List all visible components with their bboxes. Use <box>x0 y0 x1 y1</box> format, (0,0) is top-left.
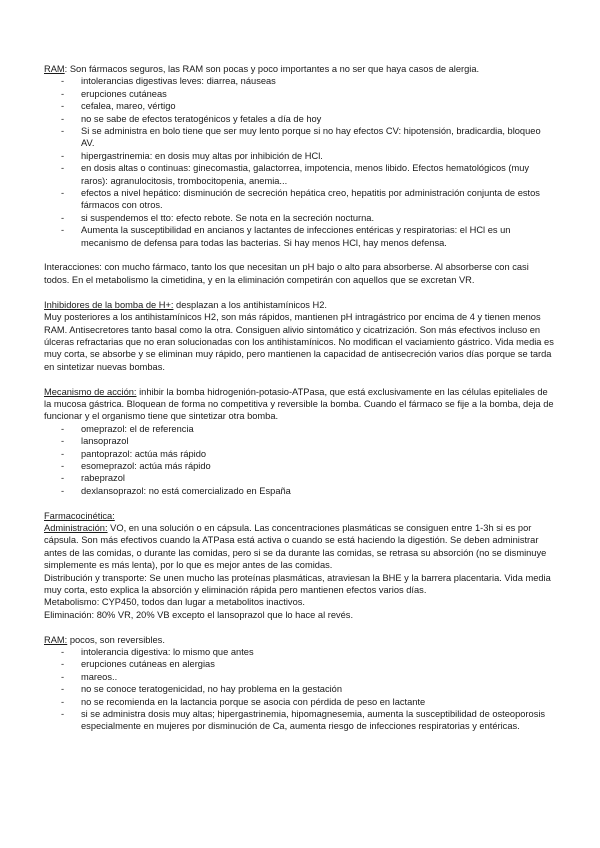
document-body <box>44 63 554 733</box>
eliminacion-paragraph: Eliminación: 80% VR, 20% VB excepto el lansoprazol que lo hace al revés. <box>44 609 354 620</box>
ram-intro <box>44 63 554 75</box>
list-item: - rabeprazol <box>44 472 554 484</box>
list-item: - Aumenta la susceptibilidad en ancianos y lactantes de infecciones entéricas y respiratorias: el HCl es un mecanismo de defensa para todas las bacterias. Si hay menos HCl, hay menos defensa. <box>44 224 554 249</box>
list-item: - erupciones cutáneas en alergias <box>44 658 554 670</box>
mecanismo-paragraph <box>44 386 554 423</box>
inhibidores-heading-rest: desplazan a los antihistamínicos H2. <box>173 299 327 310</box>
list-item: - intolerancias digestivas leves: diarrea, náuseas <box>44 75 554 87</box>
metabolismo-paragraph: Metabolismo: CYP450, todos dan lugar a metabolitos inactivos. <box>44 597 305 608</box>
ram2-intro-text: pocos, son reversibles. <box>67 634 165 645</box>
ram-list <box>44 75 554 249</box>
list-item: - pantoprazol: actúa más rápido <box>44 448 554 460</box>
administracion-paragraph <box>44 522 554 572</box>
list-item: - erupciones cutáneas <box>44 88 554 100</box>
administracion-label: Administración: <box>44 522 108 533</box>
list-item: - efectos a nivel hepático: disminución de secreción hepática creo, hepatitis por administración conjunta de estos fármacos con otros. <box>44 187 554 212</box>
list-item: - no se sabe de efectos teratogénicos y fetales a día de hoy <box>44 113 554 125</box>
list-item: - esomeprazol: actúa más rápido <box>44 460 554 472</box>
ram2-intro <box>44 634 554 646</box>
farmacocinetica-heading: Farmacocinética: <box>44 510 115 521</box>
mecanismo-text: inhibir la bomba hidrogenión-potasio-ATPasa, que está exclusivamente en las células epiteliales de la mucosa gástrica. Bloquean de forma no competitiva y reversible la bomba. Cuando el fármaco se fije a la bomba, deja de funcionar y el organismo tiene que sintetizar otra bomba. <box>44 386 554 422</box>
inhibidores-paragraph: Muy posteriores a los antihistamínicos H2, son más rápidos, mantienen pH intragástrico por encima de 4 y tienen menos RAM. Antisecretores tanto basal como la otra. Consiguen alivio sintomático y cicatrización. Son más efectivos incluso en úlceras refractarias que no eran solucionadas con los antihistamínicos. No modifican el vaciamiento gástrico. Vida media es muy corta, se absorbe y se eliminan muy rápido, pero mantienen la capacidad de antisecreción varios días porque se tarda en sintetizar nuevas bombas. <box>44 312 554 372</box>
list-item: - no se recomienda en la lactancia porque se asocia con pérdida de peso en lactante <box>44 696 554 708</box>
ram-intro-text: : Son fármacos seguros, las RAM son pocas y poco importantes a no ser que haya casos de alergia. <box>64 64 480 74</box>
interacciones-paragraph: Interacciones: con mucho fármaco, tanto los que necesitan un pH bajo o alto para absorberse. Al absorberse con casi todos. En el metabolismo la cimetidina, y en la eliminación competirán con aquellos que se excretan VR. <box>44 262 529 285</box>
distribucion-paragraph: Distribución y transporte: Se unen mucho las proteínas plasmáticas, atraviesan la BHE y la barrera placentaria. Vida media muy corta, esto explica la absorción y eliminación rápida pero mantienen efectos varios días. <box>44 572 551 595</box>
list-item: - intolerancia digestiva: lo mismo que antes <box>44 646 554 658</box>
inhibidores-heading <box>44 299 554 311</box>
list-item: - omeprazol: el de referencia <box>44 423 554 435</box>
list-item: - dexlansoprazol: no está comercializado en España <box>44 485 554 497</box>
mecanismo-heading: Mecanismo de acción: <box>44 386 137 397</box>
list-item: - cefalea, mareo, vértigo <box>44 100 554 112</box>
drug-list <box>44 423 554 497</box>
list-item: - en dosis altas o continuas: ginecomastia, galactorrea, impotencia, menos libido. Efectos hematológicos (muy raros): agranulocitosis, trombocitopenia, anemia... <box>44 162 554 187</box>
list-item: - si suspendemos el tto: efecto rebote. Se nota en la secreción nocturna. <box>44 212 554 224</box>
administracion-text: VO, en una solución o en cápsula. Las concentraciones plasmáticas se consiguen entre 1-3h si es por cápsula. Son más efectivos cuando la ATPasa está activa o cuando se está haciendo la digestión. Se deben administrar antes de las comidas, o durante las comidas, pero si se da durante las comidas, se retrasa su absorción (no se disminuye simplemente es más lenta), por lo que es mejor antes de las comidas. <box>44 522 547 571</box>
ram2-list <box>44 646 554 733</box>
list-item: - mareos.. <box>44 671 554 683</box>
list-item: - no se conoce teratogenicidad, no hay problema en la gestación <box>44 683 554 695</box>
list-item: - si se administra dosis muy altas; hipergastrinemia, hipomagnesemia, aumenta la susceptibilidad de osteoporosis especialmente en mujeres por disminución de Ca, aumenta riesgo de infecciones respiratorias y entéricas. <box>44 708 554 733</box>
list-item: - Si se administra en bolo tiene que ser muy lento porque si no hay efectos CV: hipotensión, bradicardia, bloqueo AV. <box>44 125 554 150</box>
ram2-heading: RAM: <box>44 634 68 645</box>
inhibidores-heading-label: Inhibidores de la bomba de H+: <box>44 299 174 310</box>
list-item: - lansoprazol <box>44 435 554 447</box>
ram-heading: RAM <box>44 64 65 74</box>
list-item: - hipergastrinemia: en dosis muy altas por inhibición de HCl. <box>44 150 554 162</box>
